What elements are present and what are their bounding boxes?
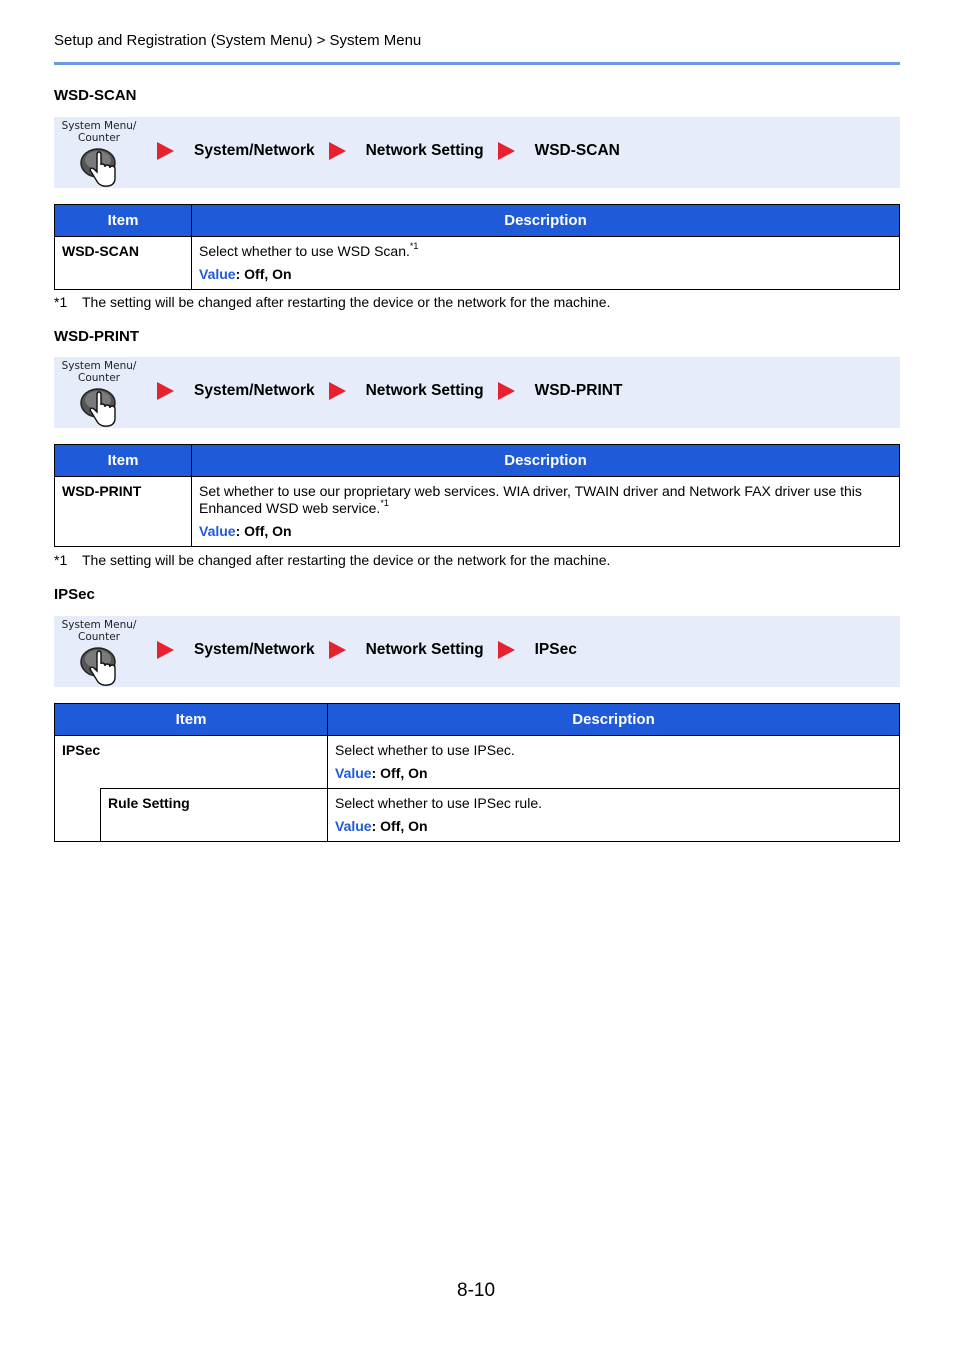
breadcrumb [157, 379, 636, 403]
description-cell [328, 736, 900, 789]
crumb-system-network: System/Network [194, 382, 315, 399]
arrow-right-icon [498, 382, 515, 400]
header-divider [54, 62, 900, 65]
footnote-ref: *1 [409, 241, 419, 252]
table-wsd-scan [54, 204, 900, 290]
col-header-description: Description [192, 205, 900, 237]
arrow-right-icon [498, 142, 515, 160]
table-ipsec [54, 703, 900, 842]
arrow-right-icon [157, 142, 174, 160]
hand-pressing-button-icon [78, 644, 122, 688]
col-header-description: Description [192, 445, 900, 477]
nav-path-wsd-scan [54, 117, 900, 188]
section-title-ipsec: IPSec [54, 586, 95, 603]
description-cell [192, 237, 900, 290]
breadcrumb [157, 139, 634, 163]
col-header-item: Item [55, 205, 192, 237]
arrow-right-icon [329, 382, 346, 400]
crumb-system-network: System/Network [194, 142, 315, 159]
footnote [54, 552, 610, 569]
footnote-mark: *1 [54, 552, 68, 568]
description-body: Select whether to use WSD Scan. [199, 243, 410, 259]
footnote-ref: *1 [380, 498, 389, 509]
nav-path-wsd-print [54, 357, 900, 428]
value-options: : Off, On [235, 266, 292, 282]
footnote-mark: *1 [54, 294, 68, 310]
table-header-row [55, 205, 900, 237]
system-menu-key-label [60, 120, 138, 144]
item-cell: IPSec [55, 736, 328, 789]
crumb-wsd-print: WSD-PRINT [534, 382, 623, 399]
table-header-row [55, 445, 900, 477]
item-cell: WSD-PRINT [55, 477, 192, 547]
value-label: Value [199, 266, 236, 282]
key-label-line1: System Menu/ [61, 120, 137, 132]
key-label-line2: Counter [78, 132, 120, 144]
value-label: Value [335, 765, 372, 781]
description-cell [192, 477, 900, 547]
item-cell: Rule Setting [101, 789, 328, 842]
footnote-text: The setting will be changed after restarting the device or the network for the machine. [82, 552, 611, 568]
crumb-network-setting: Network Setting [365, 142, 484, 159]
arrow-right-icon [157, 382, 174, 400]
description-text: Select whether to use IPSec. [335, 742, 515, 758]
crumb-wsd-scan: WSD-SCAN [534, 142, 620, 159]
table-row [55, 237, 900, 290]
table-row [55, 477, 900, 547]
value-options: : Off, On [371, 765, 428, 781]
system-menu-key-label [60, 619, 138, 643]
running-header: Setup and Registration (System Menu) > System Menu [54, 32, 422, 49]
value-line [335, 765, 892, 782]
description-cell [328, 789, 900, 842]
section-title-wsd-scan: WSD-SCAN [54, 87, 137, 104]
arrow-right-icon [157, 641, 174, 659]
hand-pressing-button-icon [78, 385, 122, 429]
col-header-item: Item [55, 445, 192, 477]
key-label-line1: System Menu/ [61, 619, 137, 631]
breadcrumb [157, 638, 591, 662]
key-label-line1: System Menu/ [61, 360, 137, 372]
value-options: : Off, On [371, 818, 428, 834]
description-text [199, 483, 892, 517]
table-wsd-print [54, 444, 900, 547]
description-body: Set whether to use our proprietary web services. WIA driver, TWAIN driver and Network FAX driver use this Enhanced WSD web service. [199, 483, 862, 516]
nav-path-ipsec [54, 616, 900, 687]
key-label-line2: Counter [78, 631, 120, 643]
col-header-description: Description [328, 704, 900, 736]
value-line [335, 818, 892, 835]
table-row [55, 789, 900, 842]
arrow-right-icon [329, 641, 346, 659]
footnote-text: The setting will be changed after restarting the device or the network for the machine. [82, 294, 611, 310]
crumb-ipsec: IPSec [534, 641, 577, 658]
col-header-item: Item [55, 704, 328, 736]
value-label: Value [199, 523, 236, 539]
crumb-network-setting: Network Setting [365, 382, 484, 399]
crumb-network-setting: Network Setting [365, 641, 484, 658]
page-number: 8-10 [457, 1280, 496, 1301]
hand-pressing-button-icon [78, 145, 122, 189]
footnote [54, 294, 610, 311]
item-cell: WSD-SCAN [55, 237, 192, 290]
arrow-right-icon [329, 142, 346, 160]
crumb-system-network: System/Network [194, 641, 315, 658]
value-label: Value [335, 818, 372, 834]
system-menu-key-label [60, 360, 138, 384]
table-header-row [55, 704, 900, 736]
description-text: Select whether to use IPSec rule. [335, 795, 542, 811]
section-title-wsd-print: WSD-PRINT [54, 328, 139, 345]
indent-cell [55, 789, 101, 842]
description-text [199, 243, 892, 260]
arrow-right-icon [498, 641, 515, 659]
key-label-line2: Counter [78, 372, 120, 384]
value-line [199, 523, 892, 540]
table-row [55, 736, 900, 789]
value-line [199, 266, 892, 283]
value-options: : Off, On [235, 523, 292, 539]
